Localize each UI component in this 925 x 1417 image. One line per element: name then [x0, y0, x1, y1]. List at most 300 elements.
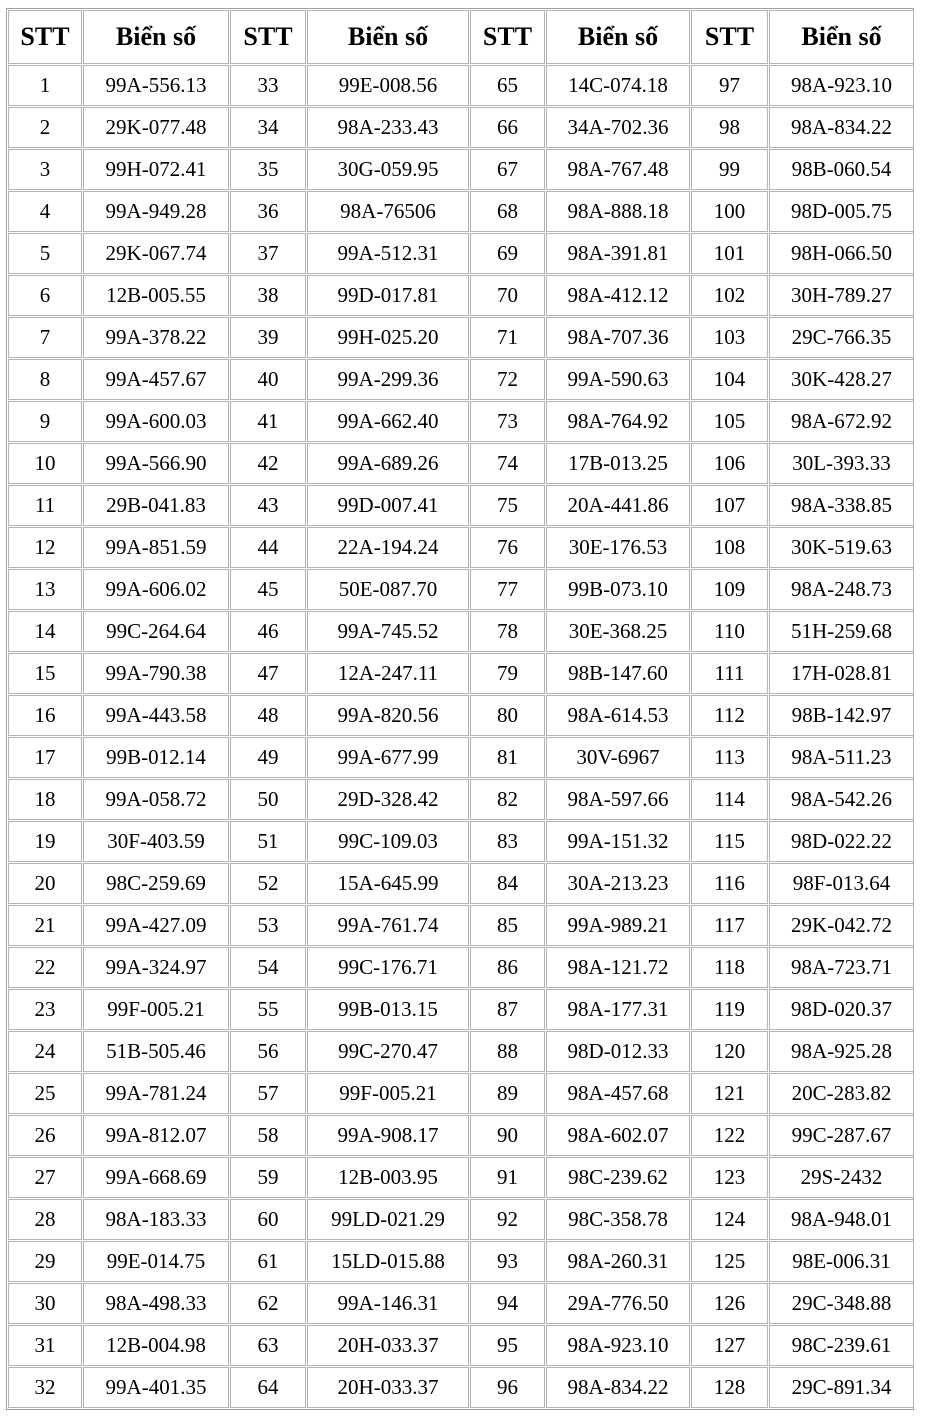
cell-stt: 108	[691, 527, 768, 568]
cell-stt: 43	[230, 485, 306, 526]
cell-stt: 95	[470, 1325, 545, 1366]
cell-bien-so: 99B-013.15	[307, 989, 469, 1030]
cell-bien-so: 12B-004.98	[83, 1325, 229, 1366]
cell-bien-so: 99F-005.21	[83, 989, 229, 1030]
cell-stt: 103	[691, 317, 768, 358]
cell-bien-so: 99B-073.10	[546, 569, 690, 610]
cell-stt: 80	[470, 695, 545, 736]
cell-bien-so: 99A-745.52	[307, 611, 469, 652]
cell-stt: 28	[8, 1199, 82, 1240]
cell-stt: 35	[230, 149, 306, 190]
cell-bien-so: 99A-378.22	[83, 317, 229, 358]
header-bien-so: Biển số	[83, 10, 229, 64]
cell-bien-so: 98A-614.53	[546, 695, 690, 736]
cell-bien-so: 98B-142.97	[769, 695, 914, 736]
cell-stt: 59	[230, 1157, 306, 1198]
cell-bien-so: 99H-025.20	[307, 317, 469, 358]
cell-stt: 109	[691, 569, 768, 610]
cell-stt: 53	[230, 905, 306, 946]
cell-stt: 71	[470, 317, 545, 358]
cell-bien-so: 30F-403.59	[83, 821, 229, 862]
cell-stt: 92	[470, 1199, 545, 1240]
cell-stt: 18	[8, 779, 82, 820]
cell-bien-so: 17H-028.81	[769, 653, 914, 694]
cell-bien-so: 99A-058.72	[83, 779, 229, 820]
cell-stt: 4	[8, 191, 82, 232]
cell-stt: 101	[691, 233, 768, 274]
cell-stt: 121	[691, 1073, 768, 1114]
license-plate-table-container	[6, 8, 914, 1410]
cell-bien-so: 98B-147.60	[546, 653, 690, 694]
cell-stt: 120	[691, 1031, 768, 1072]
cell-bien-so: 29C-348.88	[769, 1283, 914, 1324]
cell-stt: 76	[470, 527, 545, 568]
cell-stt: 97	[691, 65, 768, 106]
cell-stt: 113	[691, 737, 768, 778]
cell-stt: 47	[230, 653, 306, 694]
cell-bien-so: 98D-020.37	[769, 989, 914, 1030]
cell-bien-so: 99C-109.03	[307, 821, 469, 862]
cell-bien-so: 99A-556.13	[83, 65, 229, 106]
cell-stt: 51	[230, 821, 306, 862]
cell-stt: 72	[470, 359, 545, 400]
cell-stt: 74	[470, 443, 545, 484]
cell-stt: 11	[8, 485, 82, 526]
cell-bien-so: 30G-059.95	[307, 149, 469, 190]
table-row	[8, 863, 914, 904]
cell-bien-so: 98A-834.22	[546, 1367, 690, 1408]
cell-bien-so: 99A-146.31	[307, 1283, 469, 1324]
cell-stt: 36	[230, 191, 306, 232]
cell-bien-so: 20A-441.86	[546, 485, 690, 526]
table-row	[8, 401, 914, 442]
cell-stt: 62	[230, 1283, 306, 1324]
cell-stt: 110	[691, 611, 768, 652]
cell-bien-so: 98A-923.10	[546, 1325, 690, 1366]
cell-stt: 20	[8, 863, 82, 904]
cell-stt: 99	[691, 149, 768, 190]
cell-stt: 17	[8, 737, 82, 778]
cell-bien-so: 99A-566.90	[83, 443, 229, 484]
cell-stt: 102	[691, 275, 768, 316]
cell-stt: 84	[470, 863, 545, 904]
cell-stt: 88	[470, 1031, 545, 1072]
cell-bien-so: 99C-264.64	[83, 611, 229, 652]
cell-stt: 8	[8, 359, 82, 400]
table-body	[8, 65, 914, 1408]
table-row	[8, 1073, 914, 1114]
cell-stt: 56	[230, 1031, 306, 1072]
cell-stt: 2	[8, 107, 82, 148]
cell-bien-so: 98A-888.18	[546, 191, 690, 232]
table-row	[8, 1325, 914, 1366]
cell-bien-so: 99A-151.32	[546, 821, 690, 862]
cell-stt: 24	[8, 1031, 82, 1072]
table-header-row	[8, 10, 914, 64]
license-plate-table	[7, 9, 915, 1409]
cell-stt: 6	[8, 275, 82, 316]
cell-stt: 27	[8, 1157, 82, 1198]
cell-bien-so: 14C-074.18	[546, 65, 690, 106]
cell-stt: 94	[470, 1283, 545, 1324]
cell-bien-so: 98A-925.28	[769, 1031, 914, 1072]
cell-stt: 42	[230, 443, 306, 484]
cell-stt: 9	[8, 401, 82, 442]
cell-bien-so: 99E-014.75	[83, 1241, 229, 1282]
cell-bien-so: 99A-781.24	[83, 1073, 229, 1114]
cell-bien-so: 29K-077.48	[83, 107, 229, 148]
cell-bien-so: 99D-017.81	[307, 275, 469, 316]
cell-bien-so: 29B-041.83	[83, 485, 229, 526]
table-row	[8, 737, 914, 778]
cell-bien-so: 29K-042.72	[769, 905, 914, 946]
cell-stt: 67	[470, 149, 545, 190]
cell-stt: 19	[8, 821, 82, 862]
cell-stt: 48	[230, 695, 306, 736]
cell-bien-so: 51B-505.46	[83, 1031, 229, 1072]
cell-bien-so: 99A-689.26	[307, 443, 469, 484]
cell-stt: 78	[470, 611, 545, 652]
cell-bien-so: 30E-368.25	[546, 611, 690, 652]
cell-bien-so: 99A-677.99	[307, 737, 469, 778]
cell-stt: 26	[8, 1115, 82, 1156]
cell-bien-so: 99D-007.41	[307, 485, 469, 526]
table-row	[8, 905, 914, 946]
cell-bien-so: 98A-391.81	[546, 233, 690, 274]
cell-bien-so: 99A-662.40	[307, 401, 469, 442]
cell-bien-so: 99A-812.07	[83, 1115, 229, 1156]
cell-bien-so: 99A-401.35	[83, 1367, 229, 1408]
cell-stt: 127	[691, 1325, 768, 1366]
table-row	[8, 569, 914, 610]
cell-stt: 13	[8, 569, 82, 610]
cell-bien-so: 30K-428.27	[769, 359, 914, 400]
cell-bien-so: 99B-012.14	[83, 737, 229, 778]
cell-stt: 86	[470, 947, 545, 988]
cell-bien-so: 98A-602.07	[546, 1115, 690, 1156]
cell-stt: 60	[230, 1199, 306, 1240]
cell-stt: 12	[8, 527, 82, 568]
table-row	[8, 779, 914, 820]
cell-stt: 54	[230, 947, 306, 988]
cell-bien-so: 98D-022.22	[769, 821, 914, 862]
table-row	[8, 107, 914, 148]
cell-bien-so: 98A-948.01	[769, 1199, 914, 1240]
cell-bien-so: 51H-259.68	[769, 611, 914, 652]
cell-stt: 55	[230, 989, 306, 1030]
cell-bien-so: 99A-606.02	[83, 569, 229, 610]
cell-bien-so: 98A-834.22	[769, 107, 914, 148]
cell-bien-so: 98F-013.64	[769, 863, 914, 904]
cell-stt: 40	[230, 359, 306, 400]
cell-stt: 114	[691, 779, 768, 820]
cell-stt: 39	[230, 317, 306, 358]
table-row	[8, 233, 914, 274]
cell-stt: 128	[691, 1367, 768, 1408]
header-bien-so: Biển số	[307, 10, 469, 64]
cell-bien-so: 98A-183.33	[83, 1199, 229, 1240]
cell-stt: 106	[691, 443, 768, 484]
table-row	[8, 1283, 914, 1324]
cell-bien-so: 98D-012.33	[546, 1031, 690, 1072]
cell-bien-so: 98A-76506	[307, 191, 469, 232]
header-stt: STT	[8, 10, 82, 64]
cell-bien-so: 99C-270.47	[307, 1031, 469, 1072]
cell-stt: 25	[8, 1073, 82, 1114]
cell-stt: 45	[230, 569, 306, 610]
table-row	[8, 275, 914, 316]
cell-bien-so: 29K-067.74	[83, 233, 229, 274]
cell-stt: 85	[470, 905, 545, 946]
cell-bien-so: 20H-033.37	[307, 1367, 469, 1408]
cell-stt: 73	[470, 401, 545, 442]
cell-bien-so: 98A-498.33	[83, 1283, 229, 1324]
cell-stt: 125	[691, 1241, 768, 1282]
cell-bien-so: 12B-005.55	[83, 275, 229, 316]
cell-bien-so: 99A-820.56	[307, 695, 469, 736]
cell-bien-so: 98A-412.12	[546, 275, 690, 316]
cell-bien-so: 98B-060.54	[769, 149, 914, 190]
cell-bien-so: 15LD-015.88	[307, 1241, 469, 1282]
table-row	[8, 443, 914, 484]
cell-bien-so: 98C-239.62	[546, 1157, 690, 1198]
table-row	[8, 1367, 914, 1408]
cell-stt: 75	[470, 485, 545, 526]
cell-stt: 65	[470, 65, 545, 106]
table-row	[8, 695, 914, 736]
cell-stt: 1	[8, 65, 82, 106]
cell-stt: 7	[8, 317, 82, 358]
cell-bien-so: 98A-457.68	[546, 1073, 690, 1114]
cell-stt: 107	[691, 485, 768, 526]
cell-stt: 50	[230, 779, 306, 820]
cell-stt: 5	[8, 233, 82, 274]
table-row	[8, 1199, 914, 1240]
cell-bien-so: 98A-542.26	[769, 779, 914, 820]
cell-stt: 123	[691, 1157, 768, 1198]
cell-stt: 14	[8, 611, 82, 652]
cell-stt: 79	[470, 653, 545, 694]
cell-bien-so: 99A-457.67	[83, 359, 229, 400]
cell-bien-so: 30K-519.63	[769, 527, 914, 568]
cell-stt: 111	[691, 653, 768, 694]
cell-bien-so: 98A-723.71	[769, 947, 914, 988]
cell-stt: 32	[8, 1367, 82, 1408]
cell-stt: 30	[8, 1283, 82, 1324]
cell-stt: 29	[8, 1241, 82, 1282]
cell-stt: 31	[8, 1325, 82, 1366]
cell-bien-so: 20C-283.82	[769, 1073, 914, 1114]
cell-bien-so: 99A-790.38	[83, 653, 229, 694]
cell-bien-so: 29C-891.34	[769, 1367, 914, 1408]
header-stt: STT	[470, 10, 545, 64]
cell-stt: 90	[470, 1115, 545, 1156]
cell-stt: 119	[691, 989, 768, 1030]
cell-stt: 98	[691, 107, 768, 148]
table-row	[8, 527, 914, 568]
header-bien-so: Biển số	[546, 10, 690, 64]
cell-stt: 41	[230, 401, 306, 442]
cell-stt: 126	[691, 1283, 768, 1324]
cell-bien-so: 99A-989.21	[546, 905, 690, 946]
cell-bien-so: 30V-6967	[546, 737, 690, 778]
cell-stt: 52	[230, 863, 306, 904]
cell-bien-so: 20H-033.37	[307, 1325, 469, 1366]
cell-bien-so: 99A-324.97	[83, 947, 229, 988]
cell-bien-so: 30H-789.27	[769, 275, 914, 316]
cell-bien-so: 29C-766.35	[769, 317, 914, 358]
cell-bien-so: 34A-702.36	[546, 107, 690, 148]
cell-stt: 96	[470, 1367, 545, 1408]
cell-stt: 87	[470, 989, 545, 1030]
cell-stt: 91	[470, 1157, 545, 1198]
cell-bien-so: 99C-287.67	[769, 1115, 914, 1156]
cell-stt: 115	[691, 821, 768, 862]
cell-stt: 68	[470, 191, 545, 232]
cell-bien-so: 98A-248.73	[769, 569, 914, 610]
table-row	[8, 1241, 914, 1282]
cell-bien-so: 98C-358.78	[546, 1199, 690, 1240]
cell-stt: 64	[230, 1367, 306, 1408]
table-row	[8, 1157, 914, 1198]
cell-stt: 34	[230, 107, 306, 148]
cell-stt: 117	[691, 905, 768, 946]
cell-stt: 57	[230, 1073, 306, 1114]
cell-stt: 70	[470, 275, 545, 316]
cell-stt: 38	[230, 275, 306, 316]
cell-bien-so: 99A-949.28	[83, 191, 229, 232]
cell-stt: 122	[691, 1115, 768, 1156]
cell-bien-so: 98A-177.31	[546, 989, 690, 1030]
cell-bien-so: 98A-672.92	[769, 401, 914, 442]
cell-bien-so: 99A-512.31	[307, 233, 469, 274]
table-row	[8, 65, 914, 106]
cell-stt: 118	[691, 947, 768, 988]
cell-stt: 23	[8, 989, 82, 1030]
cell-bien-so: 99A-761.74	[307, 905, 469, 946]
cell-bien-so: 17B-013.25	[546, 443, 690, 484]
cell-bien-so: 12A-247.11	[307, 653, 469, 694]
cell-bien-so: 98D-005.75	[769, 191, 914, 232]
cell-stt: 58	[230, 1115, 306, 1156]
cell-bien-so: 12B-003.95	[307, 1157, 469, 1198]
cell-bien-so: 29A-776.50	[546, 1283, 690, 1324]
cell-bien-so: 99H-072.41	[83, 149, 229, 190]
header-stt: STT	[230, 10, 306, 64]
cell-bien-so: 99A-668.69	[83, 1157, 229, 1198]
cell-stt: 46	[230, 611, 306, 652]
cell-bien-so: 98A-338.85	[769, 485, 914, 526]
cell-bien-so: 99A-443.58	[83, 695, 229, 736]
cell-bien-so: 99A-427.09	[83, 905, 229, 946]
cell-bien-so: 29S-2432	[769, 1157, 914, 1198]
cell-stt: 116	[691, 863, 768, 904]
cell-bien-so: 50E-087.70	[307, 569, 469, 610]
cell-bien-so: 98A-767.48	[546, 149, 690, 190]
table-row	[8, 149, 914, 190]
cell-bien-so: 98A-923.10	[769, 65, 914, 106]
cell-bien-so: 98A-260.31	[546, 1241, 690, 1282]
cell-stt: 81	[470, 737, 545, 778]
cell-bien-so: 99A-851.59	[83, 527, 229, 568]
cell-bien-so: 22A-194.24	[307, 527, 469, 568]
cell-stt: 49	[230, 737, 306, 778]
cell-bien-so: 99LD-021.29	[307, 1199, 469, 1240]
cell-stt: 105	[691, 401, 768, 442]
cell-stt: 21	[8, 905, 82, 946]
cell-bien-so: 98H-066.50	[769, 233, 914, 274]
cell-bien-so: 99A-299.36	[307, 359, 469, 400]
table-row	[8, 191, 914, 232]
cell-bien-so: 98C-239.61	[769, 1325, 914, 1366]
cell-stt: 37	[230, 233, 306, 274]
cell-stt: 10	[8, 443, 82, 484]
cell-bien-so: 99A-600.03	[83, 401, 229, 442]
cell-stt: 63	[230, 1325, 306, 1366]
table-row	[8, 359, 914, 400]
cell-bien-so: 99F-005.21	[307, 1073, 469, 1114]
cell-stt: 100	[691, 191, 768, 232]
cell-stt: 69	[470, 233, 545, 274]
cell-bien-so: 30A-213.23	[546, 863, 690, 904]
table-row	[8, 611, 914, 652]
cell-bien-so: 98E-006.31	[769, 1241, 914, 1282]
cell-bien-so: 30L-393.33	[769, 443, 914, 484]
cell-bien-so: 98C-259.69	[83, 863, 229, 904]
cell-stt: 16	[8, 695, 82, 736]
cell-stt: 61	[230, 1241, 306, 1282]
cell-stt: 82	[470, 779, 545, 820]
cell-bien-so: 99E-008.56	[307, 65, 469, 106]
cell-bien-so: 98A-707.36	[546, 317, 690, 358]
table-row	[8, 317, 914, 358]
cell-stt: 112	[691, 695, 768, 736]
cell-bien-so: 30E-176.53	[546, 527, 690, 568]
cell-bien-so: 99A-908.17	[307, 1115, 469, 1156]
table-row	[8, 947, 914, 988]
cell-stt: 3	[8, 149, 82, 190]
cell-stt: 15	[8, 653, 82, 694]
cell-bien-so: 98A-121.72	[546, 947, 690, 988]
table-row	[8, 1115, 914, 1156]
cell-bien-so: 98A-511.23	[769, 737, 914, 778]
table-row	[8, 989, 914, 1030]
cell-bien-so: 29D-328.42	[307, 779, 469, 820]
table-row	[8, 1031, 914, 1072]
cell-stt: 77	[470, 569, 545, 610]
cell-bien-so: 98A-597.66	[546, 779, 690, 820]
cell-stt: 83	[470, 821, 545, 862]
cell-stt: 66	[470, 107, 545, 148]
cell-stt: 89	[470, 1073, 545, 1114]
cell-bien-so: 99C-176.71	[307, 947, 469, 988]
cell-stt: 44	[230, 527, 306, 568]
header-bien-so: Biển số	[769, 10, 914, 64]
cell-bien-so: 98A-764.92	[546, 401, 690, 442]
cell-stt: 124	[691, 1199, 768, 1240]
cell-bien-so: 15A-645.99	[307, 863, 469, 904]
table-row	[8, 485, 914, 526]
cell-stt: 33	[230, 65, 306, 106]
cell-bien-so: 99A-590.63	[546, 359, 690, 400]
cell-stt: 93	[470, 1241, 545, 1282]
cell-stt: 104	[691, 359, 768, 400]
cell-stt: 22	[8, 947, 82, 988]
cell-bien-so: 98A-233.43	[307, 107, 469, 148]
table-row	[8, 821, 914, 862]
table-row	[8, 653, 914, 694]
header-stt: STT	[691, 10, 768, 64]
